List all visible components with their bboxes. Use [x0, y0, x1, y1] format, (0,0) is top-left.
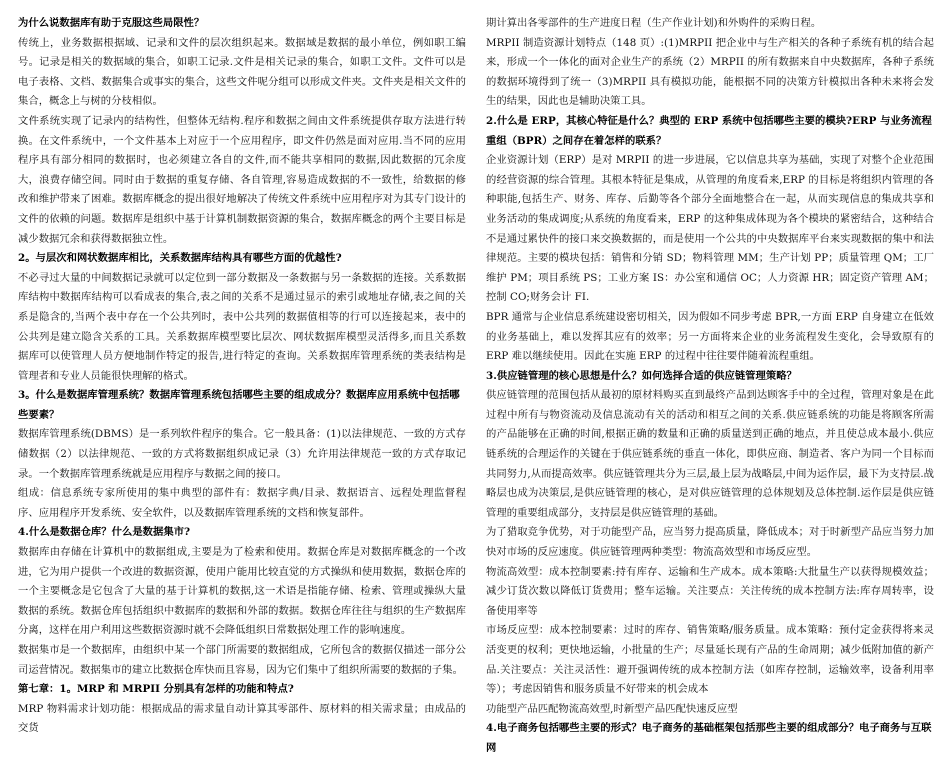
body-paragraph: BPR 通常与企业信息系统建设密切相关，因为假如不同步考虑 BPR,一方面 ERP 自身建立在低效的业务基础上，难以发挥其应有的效率；另一方面将来企业的业务流程发生变化，会导致原有的 ERP 难以继续使用。因此在实施 ERP 的过程中往往要伴随着流程重组。: [486, 310, 934, 363]
body-paragraph: 期计算出各零部件的生产进度日程（生产作业计划)和外购件的采购日程。: [486, 17, 822, 29]
section-heading: 3。什么是数据库管理系统？数据库管理系统包括哪些主要的组成成分？数据库应用系统中包括哪些要素？: [18, 389, 460, 421]
section-heading: 3.供应链管理的核心思想是什么？如何选择合适的供应链管理策略？: [486, 369, 797, 382]
section-heading: 4.电子商务包括哪些主要的形式？电子商务的基础框架包括那些主要的组成部分？电子商务与互联网: [486, 722, 932, 754]
body-paragraph: MRP 物料需求计划功能：根据成品的需求量自动计算其零部件、原材料的相关需求量；由成品的交货: [18, 702, 466, 735]
body-paragraph: 组成：信息系统专家所使用的集中典型的部件有：数据字典/目录、数据语言、远程处理监督程序、应用程序开发系统、安全软件，以及数据库管理系统的文档和恢复部件。: [18, 487, 466, 519]
body-paragraph: 不必寻过大量的中间数据记录就可以定位到一部分数据及一条数据与另一条数据的连接。关系数据库结构中数据库结构可以看成表的集合,表之间的关系不是通过显示的索引或地址存储,表之间的关系是隐含的,当两个表中存在一个公共列时，表中公共列的数据值相等的行可以连接起来，表中的公共列是建立隐含关系的工具。关系数据库模型要比层次、网状数据库模型灵活得多,而且关系数据库可以使管理人员方便地制作特定的报告,进行特定的查询。关系数据库管理系统的类表结构是管理者和专业人员能很快理解的格式。: [18, 271, 466, 382]
section-heading: 第七章：1。MRP 和 MRPII 分别具有怎样的功能和特点?: [18, 683, 294, 696]
body-paragraph: 数据库管理系统(DBMS）是一系列软件程序的集合。它一般具备：(1)以法律规范、一致的方式存储数据（2）以法律规范、一致的方式将数据组织成记录（3）允许用法律规范一致的方式存取记录。一个数据库管理系统就是应用程序与数据之间的接口。: [18, 428, 466, 480]
body-paragraph: 为了猎取竞争优势，对于功能型产品，应当努力提高质量，降低成本；对于时新型产品应当努力加快对市场的反应速度。供应链管理两种类型：物流高效型和市场反应型。: [486, 526, 934, 559]
body-paragraph: 传统上，业务数据根据域、记录和文件的层次组织起来。数据域是数据的最小单位，例如职工编号。记录是相关的数据域的集合，如职工记录.文件是相关记录的集合，如职工文件。文件可以是电子表格、文档、数据集合或事实的集合，这些文件呢分组可以形成文件夹。文件夹是相关文件的集合，概念上与树的分枝相似。: [18, 36, 466, 108]
body-paragraph: 数据库由存储在计算机中的数据组成,主要是为了检索和使用。数据仓库是对数据库概念的一个改进，它为用户提供一个改进的数据资源，使用户能用比较直觉的方式操纵和使用数据，数据仓库的一个主要概念是它包含了大量的基于计算机的数据,这一术语是指能存储、检索、管理或操纵大量数据的系统。数据仓库包括组织中数据库的数据和外部的数据。数据仓库往往与组织的生产数据库分离，这样在用户利用这些数据资源时就不会降低组织日常数据处理工作的影响速度。: [18, 546, 466, 637]
section-heading: 为什么说数据库有助于克服这些局限性？: [18, 17, 205, 29]
body-paragraph: 市场反应型：成本控制要素：过时的库存、销售策略/服务质量。成本策略：预付定金获得将来灵活变更的权利；更快地运输，小批量的生产；尽量延长现有产品的生命周期；减少低附加值的新产品.关注要点：关注灵活性：避开强调传统的成本控制方法（如库存控制，运输效率，设备利用率等）；考虑因销售和服务质量不好带来的机会成本: [486, 624, 934, 696]
two-column-layout: [18, 14, 934, 754]
section-heading: 4.什么是数据仓库？什么是数据集市?: [18, 526, 191, 539]
body-paragraph: 供应链管理的范围包括从最初的原材料购买直到最终产品到达顾客手中的全过程，管理对象是在此过程中所有与物资流动及信息流动有关的活动和相互之间的关系.供应链系统的功能是将顾客所需的产品能够在正确的时间,根据正确的数量和正确的质量送到正确的地点，并且使总成本最小.供应链系统的合理运作的关键在于供应链系统的垂直一体化，即供应商、制造者、客户为同一个目标而共同努力,从而提高效率。供应链管理共分为三层,最上层为战略层,中间为运作层，最下为支持层.战略层也成为决策层,是供应链管理的核心，是对供应链管理的总体规划及总体控制.运作层是供应链管理的重要组成部分，支持层是供应链管理的基础。: [486, 389, 934, 519]
body-paragraph: 数据集市是一个数据库，由组织中某一个部门所需要的数据组成，它所包含的数据仅描述一部分公司运营情况。数据集市的建立比数据仓库快而且容易，因为它们集中了组织所需要的数据的子集。: [18, 644, 466, 676]
section-heading: 2.什么是 ERP，其核心特征是什么？典型的 ERP 系统中包括哪些主要的模块?ERP 与业务流程重组（BPR）之间存在着怎样的联系？: [486, 114, 932, 147]
body-paragraph: 文件系统实现了记录内的结构性，但整体无结构.程序和数据之间由文件系统提供存取方法进行转换。在文件系统中，一个文件基本上对应于一个应用程序，即文件仍然是面对应用.当不同的应用程序具有部分相同的数据时，也必须建立各自的文件,而不能共享相同的数据,因此数据的冗余度大，浪费存储空间。同时由于数据的重复存储、各自管理,容易造成数据的不一致性，给数据的修改和维护带来了困难。数据库概念的提出很好地解决了传统文件系统中应用程序对为其专门设计的文件的依赖的问题。数据库是组织中基于计算机制数据资源的集合，数据库概念的两个主要目标是减少数据冗余和获得数据独立性。: [18, 114, 466, 245]
body-paragraph: 功能型产品匹配物流高效型,时新型产品匹配快速反应型: [486, 702, 738, 715]
section-heading: 2。与层次和网状数据库相比，关系数据库结构具有哪些方面的优越性?: [18, 252, 342, 265]
right-column: [486, 14, 934, 754]
body-paragraph: 物流高效型：成本控制要素:持有库存、运输和生产成本。成本策略:大批量生产以获得规模效益；减少订货次数以降低订货费用；整车运输。关注要点：关注传统的成本控制方法:库存周转率，设备使用率等: [486, 565, 934, 617]
body-paragraph: 企业资源计划（ERP）是对 MRPII 的进一步进展，它以信息共享为基础，实现了对整个企业范围的经营资源的综合管理。其根本特征是集成，从管理的角度看来,ERP 的目标是将组织内管理的各种职能,包括生产、财务、库存、后勤等各个部分全面地整合在一起，从而实现信息的集成共享和业务活动的集成调度;从系统的角度看来，ERP 的这种集成体现为各个模块的紧密结合，这种结合不是通过累快件的接口来交换数据的，而是使用一个公共的中央数据库平台来实现数据的集中和法律规范。主要的模块包括：销售和分销 SD；物料管理 MM；生产计划 PP；质量管理 QM；工厂维护 PM；项目系统 PS；工业方案 IS：办公室和通信 OC；人力资源 HR；固定资产管理 AM；控制 CO;财务会计 FI.: [486, 154, 934, 304]
body-paragraph: MRPII 制造资源计划特点（148 页）:(1)MRPII 把企业中与生产相关的各种子系统有机的结合起来，形成一个一体化的面对企业生产的系统（2）MRPII 的所有数据来自中央数据库，各种子系统的数据环境得到了统一（3)MRPII 具有模拟功能，能根据不同的决策方针模拟出各种未来将会发生的结果，因此也是辅助决策工具。: [486, 36, 934, 108]
left-column: [18, 14, 466, 735]
